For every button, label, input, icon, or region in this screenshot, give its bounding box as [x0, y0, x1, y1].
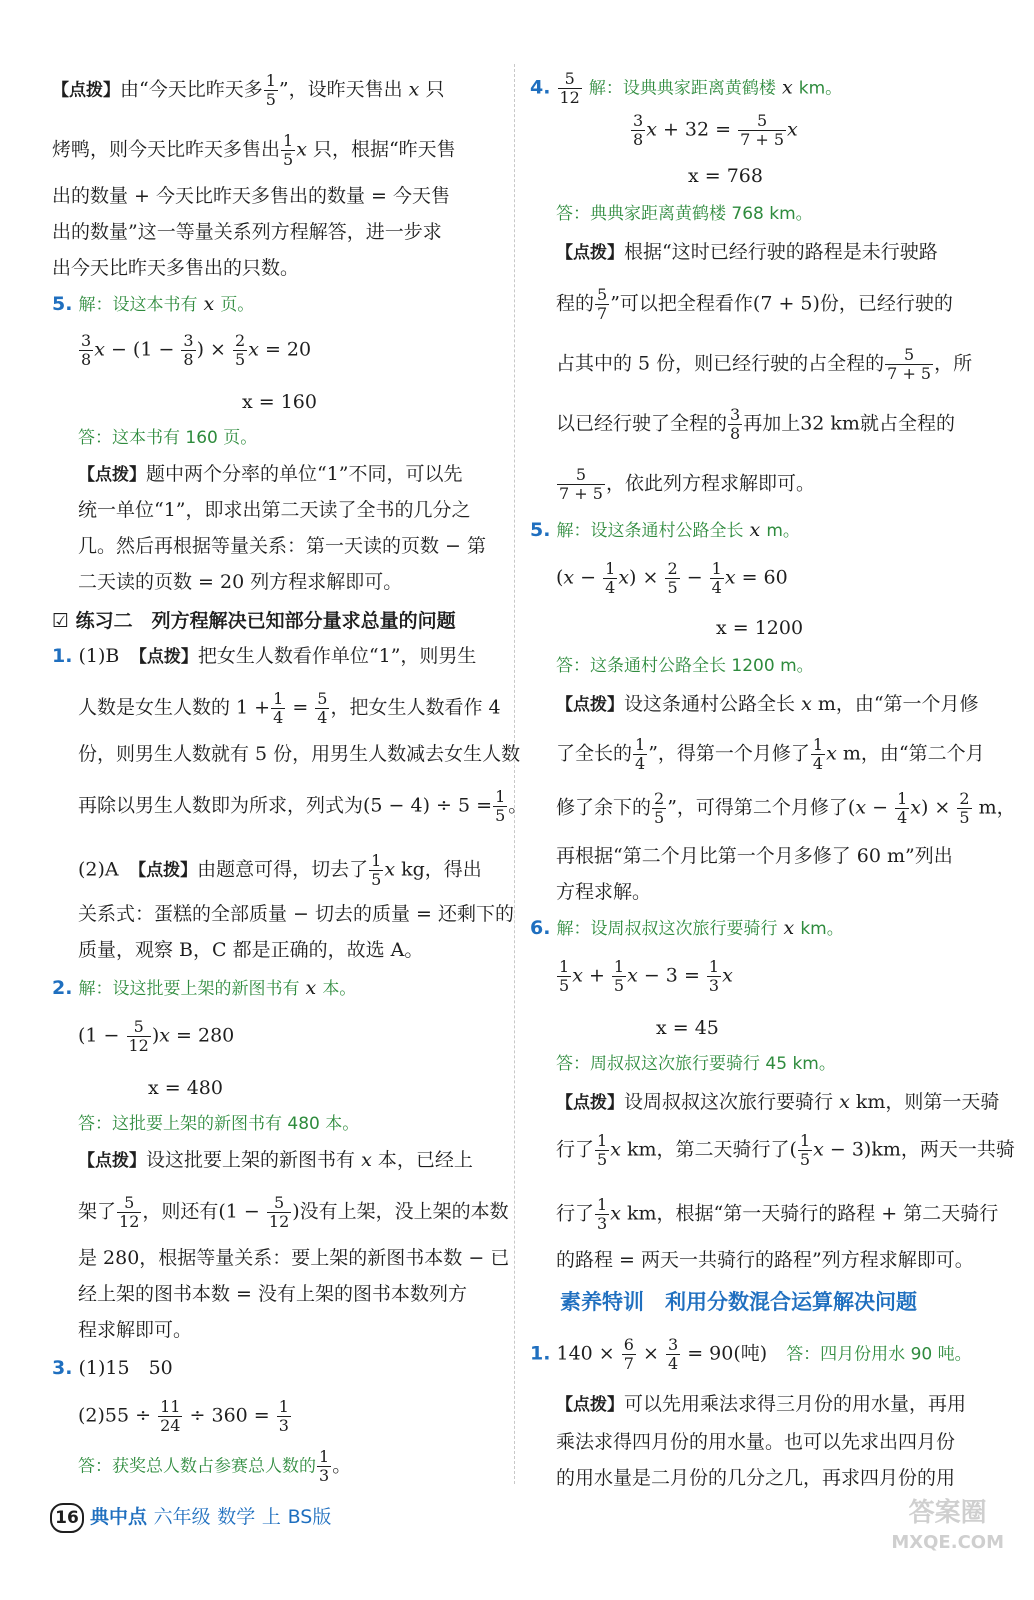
text-line: 几。然后再根据等量关系：第一天读的页数 − 第	[78, 535, 487, 557]
text-line: 二天读的页数 = 20 列方程求解即可。	[78, 571, 403, 593]
equation-result: x = 480	[148, 1077, 223, 1099]
page-number: 16	[50, 1503, 84, 1533]
text-line: 修了余下的 $\frac{2}{5}$ ”，可得第二个月修了(x − $\frac{1}{4}$ x) × $\frac{2}{5}$ m，	[556, 789, 1016, 827]
equation-result: x = 160	[242, 391, 317, 413]
text-line: 质量，观察 B，C 都是正确的，故选 A。	[78, 939, 424, 961]
question-1: 1. (1)B 【点拨】把女生人数看作单位“1”，则男生	[52, 645, 477, 667]
answer-line: 答：获奖总人数占参赛总人数的 $\frac{1}{3}$ 。	[78, 1447, 352, 1485]
text-line: 【点拨】设这条通村公路全长 x m，由“第一个月修	[556, 693, 979, 715]
text-line: 乘法求得四月份的用水量。也可以先求出四月份	[556, 1431, 956, 1453]
equation: $\frac{3}{8}$ x + 32 = $\frac{5}{7 + 5}$ x	[633, 111, 798, 149]
text-line: 架了 $\frac{5}{12}$ ，则还有(1 − $\frac{5}{12}$ )没有上架，没上架的本数	[78, 1193, 509, 1231]
equation: (2)55 ÷ $\frac{11}{24}$ ÷ 360 = $\frac{1}{3}$	[78, 1397, 289, 1435]
answer-line: 答：这本书有 160 页。	[78, 428, 258, 448]
answer-line: 答：这批要上架的新图书有 480 本。	[78, 1114, 360, 1134]
text-line: 程求解即可。	[78, 1319, 193, 1341]
question-5: 5. 解：设这本书有 x 页。	[52, 293, 255, 315]
text-line: (2)A 【点拨】由题意可得，切去了 $\frac{1}{5}$ x kg，得出	[78, 851, 482, 889]
equation-result: x = 1200	[716, 617, 804, 639]
text-line: 【点拨】可以先用乘法求得三月份的用水量，再用	[556, 1393, 967, 1415]
question-4: 4. $\frac{5}{12}$ 解：设典典家距离黄鹤楼 x km。	[530, 69, 843, 107]
text-line: 关系式：蛋糕的全部质量 − 切去的质量 = 还剩下的	[78, 903, 514, 925]
text-line: 占其中的 5 份，则已经行驶的占全程的 $\frac{5}{7 + 5}$ ，所	[556, 345, 973, 383]
fraction: $\frac{1}{5}$	[283, 131, 294, 169]
text-line: 份，则男生人数就有 5 份，用男生人数减去女生人数	[78, 743, 521, 765]
text-line: 的用水量是二月份的几分之几，再求四月份的用	[556, 1467, 956, 1489]
equation: (x − $\frac{1}{4}$ x) × $\frac{2}{5}$ − $\frac{1}{4}$ x = 60	[556, 559, 788, 597]
equation-result: x = 45	[656, 1017, 719, 1039]
column-divider	[514, 64, 515, 1484]
text-line: 方程求解。	[556, 881, 652, 903]
section-title: ☑ 练习二 列方程解决已知部分量求总量的问题	[52, 610, 456, 632]
equation: $\frac{1}{5}$ x + $\frac{1}{5}$ x − 3 = $\frac{1}{3}$ x	[559, 957, 733, 995]
text-line: 以已经行驶了全程的 $\frac{3}{8}$ 再加上32 km就占全程的	[556, 405, 955, 443]
text-line: 【点拨】由“今天比昨天多 $\frac{1}{5}$ ”，设昨天售出 x 只	[52, 71, 445, 109]
text-line: 程的 $\frac{5}{7}$ ”可以把全程看作(7 + 5)份，已经行驶的	[556, 285, 953, 323]
text-line: $\frac{5}{7 + 5}$ ，依此列方程求解即可。	[559, 465, 815, 503]
text-line: 【点拨】设周叔叔这次旅行要骑行 x km，则第一天骑	[556, 1091, 1000, 1113]
question-2: 2. 解：设这批要上架的新图书有 x 本。	[52, 977, 357, 999]
answer-line: 答：这条通村公路全长 1200 m。	[556, 656, 814, 676]
text-line: 【点拨】根据“这时已经行驶的路程是未行驶路	[556, 241, 938, 263]
question-5: 5. 解：设这条通村公路全长 x m。	[530, 519, 800, 541]
text-line: 人数是女生人数的 1 + $\frac{1}{4}$ = $\frac{5}{4}$ ，把女生人数看作 4	[78, 689, 501, 727]
section-title: 素养特训 利用分数混合运算解决问题	[560, 1290, 917, 1314]
page-footer: 16 典中点 六年级 数学 上 BS版	[50, 1502, 331, 1533]
question-6: 6. 解：设周叔叔这次旅行要骑行 x km。	[530, 917, 844, 939]
text-line: 再根据“第二个月比第一个月多修了 60 m”列出	[556, 845, 953, 867]
text-line: 出今天比昨天多售出的只数。	[52, 257, 300, 279]
brand-logo: 典中点	[90, 1506, 148, 1528]
answer-line: 答：周叔叔这次旅行要骑行 45 km。	[556, 1054, 836, 1074]
equation: (1 − $\frac{5}{12}$ )x = 280	[78, 1017, 235, 1055]
text-line: 【点拨】题中两个分率的单位“1”不同，可以先	[78, 463, 463, 485]
text-line: 了全长的 $\frac{1}{4}$ ”，得第一个月修了 $\frac{1}{4}$ x m，由“第二个月	[556, 735, 985, 773]
fraction: $\frac{1}{5}$	[265, 71, 276, 109]
text-line: 的路程 = 两天一共骑行的路程”列方程求解即可。	[556, 1249, 974, 1271]
equation-result: x = 768	[688, 165, 763, 187]
text-line: 出的数量”这一等量关系列方程解答，进一步求	[52, 221, 442, 243]
text-line: 出的数量 + 今天比昨天多售出的数量 = 今天售	[52, 185, 450, 207]
text-line: 【点拨】设这批要上架的新图书有 x 本，已经上	[78, 1149, 473, 1171]
equation: $\frac{3}{8}$ x − (1 − $\frac{3}{8}$ ) × $\frac{2}{5}$ x = 20	[81, 331, 312, 369]
text-line: 烤鸭，则今天比昨天多售出 $\frac{1}{5}$ x 只，根据“昨天售	[52, 131, 456, 169]
text-line: 经上架的图书本数 = 没有上架的图书本数列方	[78, 1283, 468, 1305]
text-line: 行了 $\frac{1}{5}$ x km，第二天骑行了( $\frac{1}{5}$ x − 3)km，两天一共骑	[556, 1131, 1015, 1169]
question-1: 1. 140 × $\frac{6}{7}$ × $\frac{3}{4}$ = 90(吨) 答：四月份用水 90 吨。	[530, 1335, 972, 1373]
question-3: 3. (1)15 50	[52, 1357, 173, 1379]
text-line: 统一单位“1”，即求出第二天读了全书的几分之	[78, 499, 471, 521]
watermark: 答案圈 MXQE.COM	[891, 1498, 1004, 1553]
answer-line: 答：典典家距离黄鹤楼 768 km。	[556, 204, 813, 224]
text-line: 是 280，根据等量关系：要上架的新图书本数 − 已	[78, 1247, 510, 1269]
text-line: 行了 $\frac{1}{3}$ x km，根据“第一天骑行的路程 + 第二天骑行	[556, 1195, 999, 1233]
text-line: 再除以男生人数即为所求，列式为(5 − 4) ÷ 5 = $\frac{1}{5}$ 。	[78, 787, 528, 825]
